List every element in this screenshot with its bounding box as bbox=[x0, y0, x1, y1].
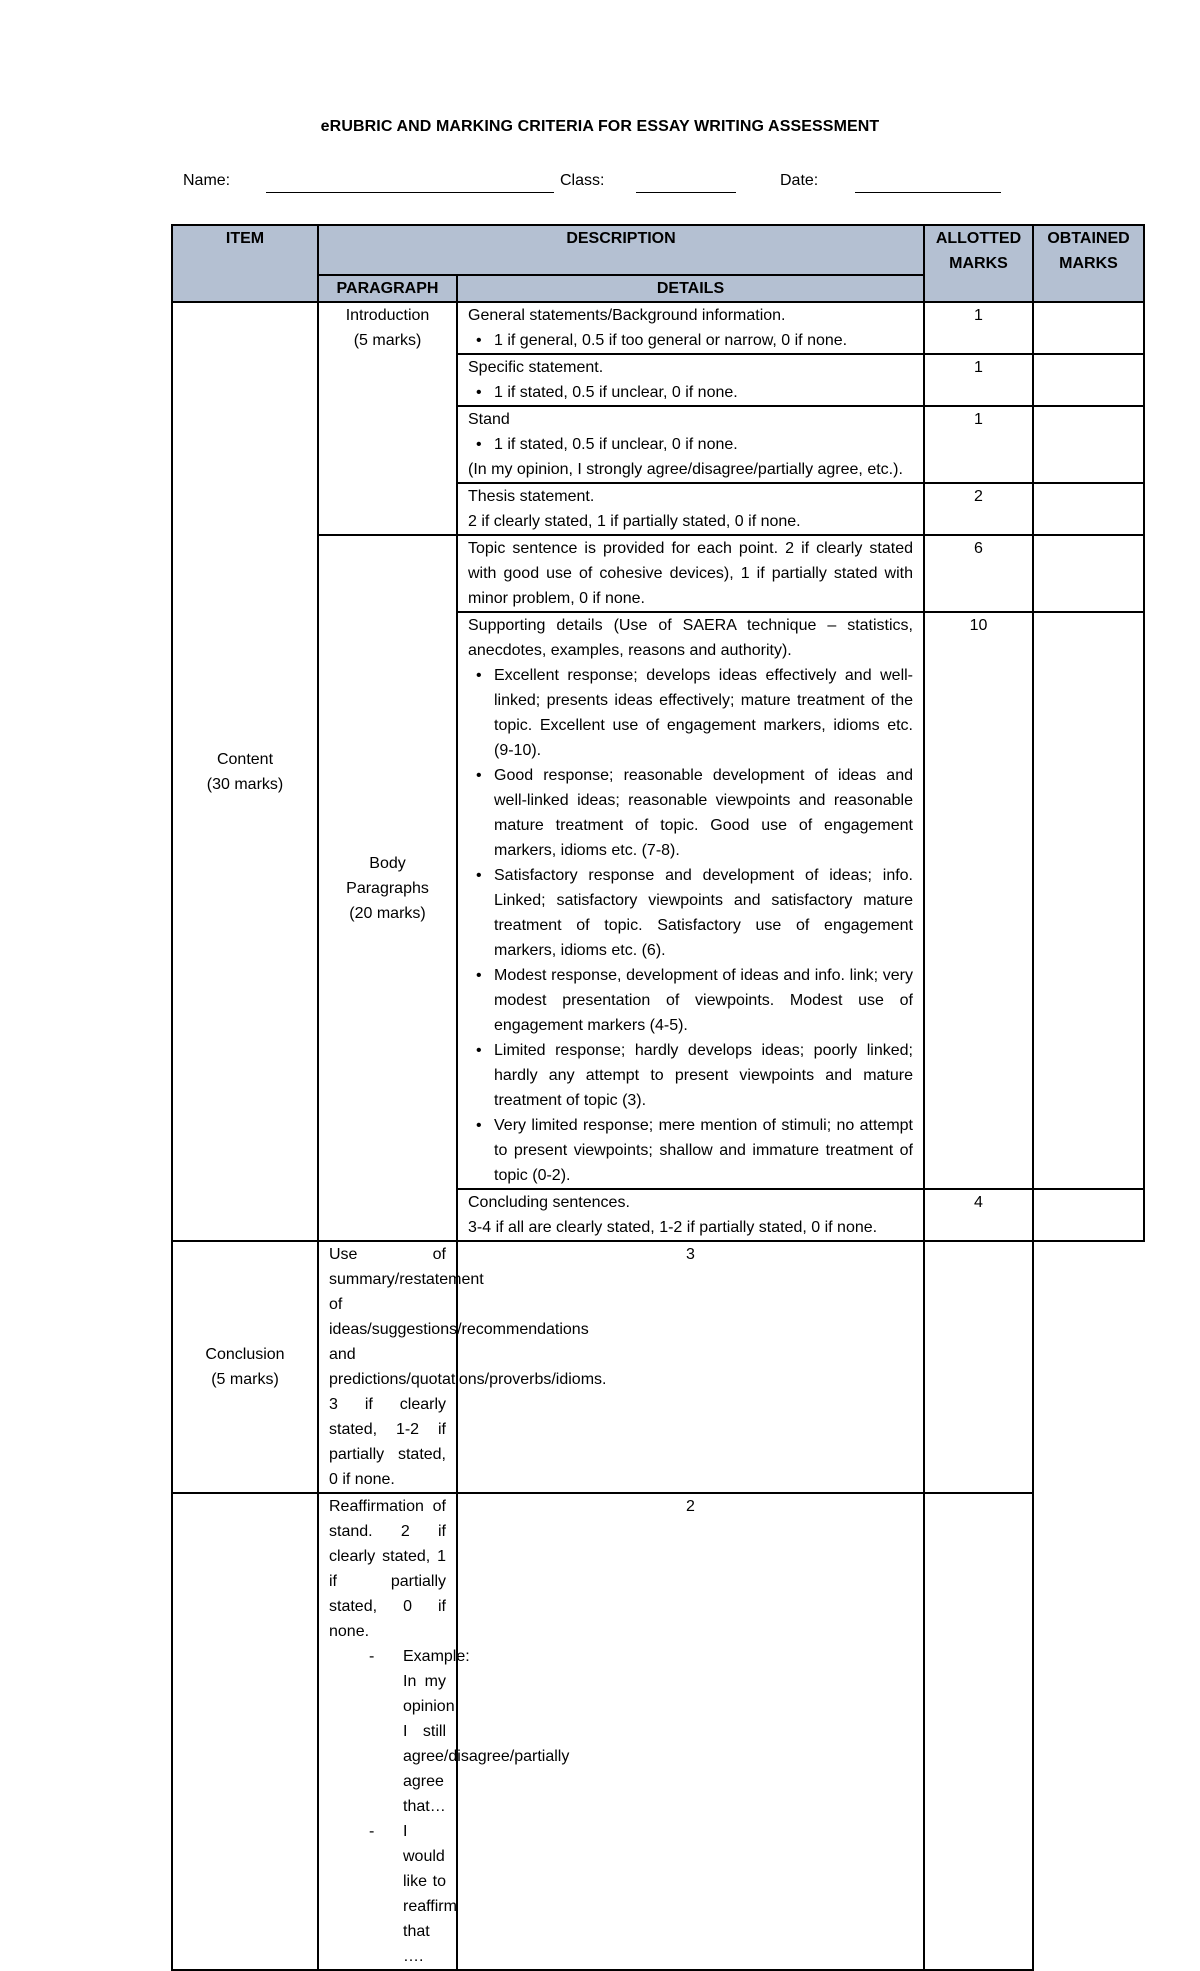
header-item: ITEM bbox=[172, 225, 318, 302]
content-label: Content bbox=[216, 750, 274, 768]
allotted-mark: 3 bbox=[457, 1241, 924, 1493]
conclusion-marks: (5 marks) bbox=[211, 1371, 279, 1388]
header-obtained-marks: OBTAINED MARKS bbox=[1033, 225, 1144, 302]
header-details: DETAILS bbox=[457, 275, 924, 302]
obtained-mark-cell[interactable] bbox=[1033, 1189, 1144, 1241]
date-line[interactable] bbox=[855, 192, 1001, 193]
body-label-1: Body bbox=[369, 854, 406, 872]
list-item: • Modest response, development of ideas and info. link; very modest presentation of viewpoints. Modest use of engagement markers (4-5). bbox=[494, 963, 913, 1038]
intro-label: Introduction bbox=[345, 307, 430, 324]
allotted-mark: 1 bbox=[924, 406, 1033, 483]
obtained-mark-cell[interactable] bbox=[924, 1241, 1033, 1493]
list-item: • Good response; reasonable development of ideas and well-linked ideas; reasonable viewpoints and reasonable mature treatment of topic. Good use of engagement markers, idioms etc. (7-8). bbox=[494, 763, 913, 863]
list-item: - Example: In my opinion, I still agree/disagree/partially agree that… bbox=[403, 1644, 446, 1819]
allotted-mark: 1 bbox=[924, 354, 1033, 406]
list-item: - I would like to reaffirm that …. bbox=[403, 1819, 446, 1969]
intro-marks: (5 marks) bbox=[353, 332, 422, 349]
obtained-mark-cell[interactable] bbox=[1033, 302, 1144, 354]
detail-specific-statement: Specific statement. • 1 if stated, 0.5 if unclear, 0 if none. bbox=[457, 354, 924, 406]
detail-supporting-details: Supporting details (Use of SAERA technique – statistics, anecdotes, examples, reasons and authority). • Excellent response; develops ideas effectively and well-linked; presents ideas effectively; mature treatment of the topic. Excellent use of engagement markers, idioms etc. (9-10). • Good response; reasonable development of ideas and well-linked ideas; reasonable viewpoints and reasonable mature treatment of topic. Good use of engagement markers, idioms etc. (7-8). • Satisfactory response and development of ideas; info. Linked; satisfactory viewpoints and satisfactory mature treatment of topic. Satisfactory use of engagement markers, idioms etc. (6). • Modest response, development of ideas and info. link; very modest presentation of viewpoints. Modest use of engagement markers (4-5). • Limited response; hardly develops ideas; poorly linked; hardly any attempt to present viewpoints and mature treatment of topic (3). • Very limited response; mere mention of stimuli; no attempt to present viewpoints; shallow and immature treatment of topic (0-2). bbox=[457, 612, 924, 1189]
item-content bbox=[172, 302, 318, 1241]
detail-reaffirmation: Reaffirmation of stand. 2 if clearly stated, 1 if partially stated, 0 if none. - Example: In my opinion, I still agree/disagree/partially agree that… - I would like to reaffirm that …. bbox=[318, 1493, 457, 1970]
empty-paragraph-cell bbox=[172, 1493, 318, 1970]
detail-topic-sentence: Topic sentence is provided for each point. 2 if clearly stated with good use of cohesive devices), 1 if partially stated with minor problem, 0 if none. bbox=[457, 535, 924, 612]
list-item: • Very limited response; mere mention of stimuli; no attempt to present viewpoints; shallow and immature treatment of topic (0-2). bbox=[494, 1113, 913, 1188]
allotted-mark: 10 bbox=[924, 612, 1033, 1189]
body-label-2: Paragraphs bbox=[346, 879, 429, 897]
list-item: • Limited response; hardly develops ideas; poorly linked; hardly any attempt to present viewpoints and mature treatment of topic (3). bbox=[494, 1038, 913, 1113]
header-paragraph: PARAGRAPH bbox=[318, 275, 457, 302]
content-marks: (30 marks) bbox=[206, 775, 284, 793]
detail-summary-restatement: Use of summary/restatement of ideas/suggestions/recommendations and predictions/quotations/proverbs/idioms. 3 if clearly stated, 1-2 if partially stated, 0 if none. bbox=[318, 1241, 457, 1493]
obtained-mark-cell[interactable] bbox=[1033, 612, 1144, 1189]
allotted-mark: 4 bbox=[924, 1189, 1033, 1241]
class-label: Class: bbox=[560, 172, 605, 189]
detail-general-statements: General statements/Background information. • 1 if general, 0.5 if too general or narrow, 0 if none. bbox=[457, 302, 924, 354]
allotted-mark: 6 bbox=[924, 535, 1033, 612]
obtained-mark-cell[interactable] bbox=[924, 1493, 1033, 1970]
paragraph-introduction bbox=[318, 302, 457, 535]
obtained-mark-cell[interactable] bbox=[1033, 406, 1144, 483]
name-line[interactable] bbox=[266, 192, 554, 193]
name-label: Name: bbox=[183, 172, 231, 189]
list-item: • Satisfactory response and development of ideas; info. Linked; satisfactory viewpoints and satisfactory mature treatment of topic. Satisfactory use of engagement markers, idioms etc. (6). bbox=[494, 863, 913, 963]
allotted-mark: 2 bbox=[457, 1493, 924, 1970]
list-item: • Excellent response; develops ideas effectively and well-linked; presents ideas effectively; mature treatment of the topic. Excellent use of engagement markers, idioms etc. (9-10). bbox=[494, 663, 913, 763]
conclusion-label: Conclusion bbox=[205, 1346, 285, 1363]
allotted-mark: 2 bbox=[924, 483, 1033, 535]
obtained-mark-cell[interactable] bbox=[1033, 483, 1144, 535]
detail-concluding-sentences: Concluding sentences. 3-4 if all are clearly stated, 1-2 if partially stated, 0 if none. bbox=[457, 1189, 924, 1241]
header-description: DESCRIPTION bbox=[318, 225, 924, 275]
body-marks: (20 marks) bbox=[349, 904, 426, 922]
date-label: Date: bbox=[780, 172, 819, 189]
rubric-table bbox=[171, 224, 1145, 1971]
paragraph-conclusion bbox=[172, 1241, 318, 1493]
detail-stand: Stand • 1 if stated, 0.5 if unclear, 0 if none. (In my opinion, I strongly agree/disagree/partially agree, etc.). bbox=[457, 406, 924, 483]
document-title: eRUBRIC AND MARKING CRITERIA FOR ESSAY WRITING ASSESSMENT bbox=[320, 118, 880, 135]
allotted-mark: 1 bbox=[924, 302, 1033, 354]
detail-thesis-statement: Thesis statement. 2 if clearly stated, 1 if partially stated, 0 if none. bbox=[457, 483, 924, 535]
obtained-mark-cell[interactable] bbox=[1033, 354, 1144, 406]
paragraph-body bbox=[318, 535, 457, 1241]
class-line[interactable] bbox=[636, 192, 736, 193]
obtained-mark-cell[interactable] bbox=[1033, 535, 1144, 612]
header-allotted-marks: ALLOTTED MARKS bbox=[924, 225, 1033, 302]
